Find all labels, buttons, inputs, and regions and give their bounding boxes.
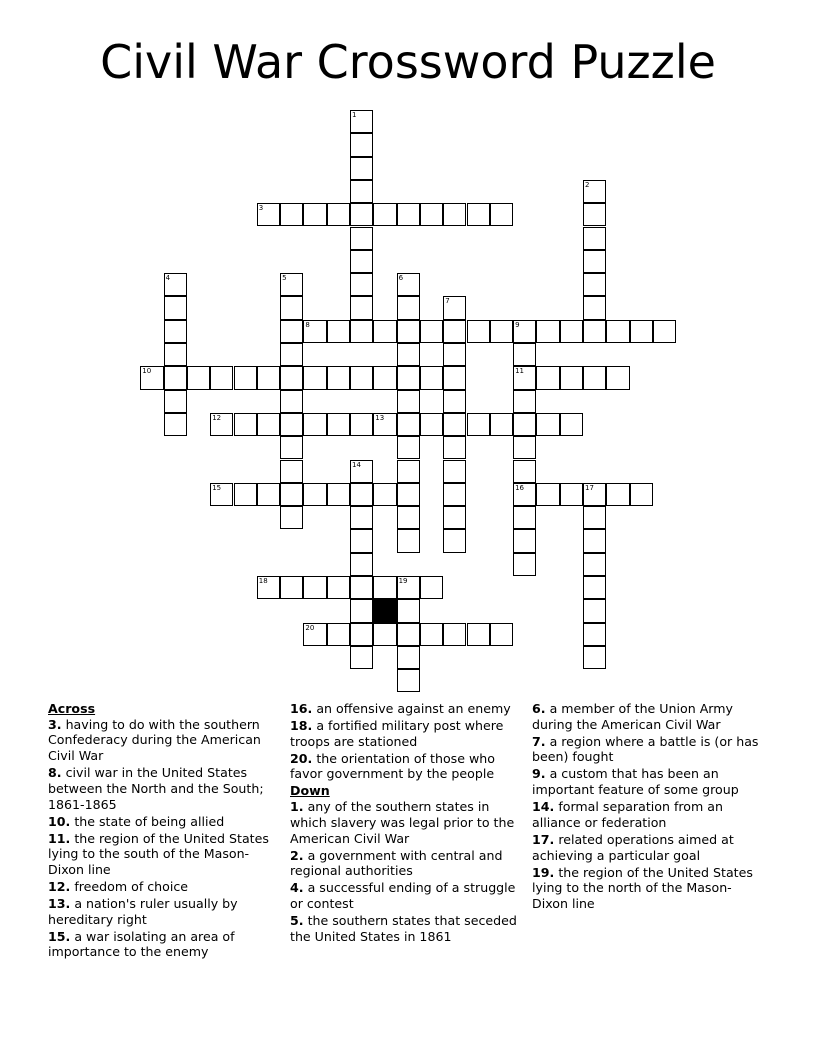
grid-cell[interactable] — [327, 483, 350, 506]
clue-text: the region of the United States lying to the north of the Mason-Dixon line — [532, 864, 753, 911]
grid-cell[interactable] — [303, 366, 326, 389]
clue-number-label: 8. — [48, 765, 62, 781]
grid-cell[interactable] — [630, 320, 653, 343]
grid-cell[interactable] — [397, 623, 420, 646]
grid-cell[interactable] — [443, 506, 466, 529]
clue-number: 7 — [445, 297, 450, 306]
grid-cell[interactable] — [397, 343, 420, 366]
grid-cell[interactable] — [490, 413, 513, 436]
grid-cell[interactable] — [164, 366, 187, 389]
clue-text: civil war in the United States between the North and the South; 1861-1865 — [48, 765, 264, 812]
clue-number: 17 — [585, 483, 594, 492]
across-heading: Across — [48, 701, 96, 716]
grid-cell[interactable] — [397, 506, 420, 529]
clue-number-label: 3. — [48, 716, 62, 732]
grid-cell[interactable] — [443, 390, 466, 413]
grid-cell[interactable] — [234, 483, 257, 506]
grid-cell[interactable] — [350, 553, 373, 576]
grid-cell[interactable] — [397, 273, 420, 296]
clue-item — [48, 765, 280, 812]
clue-number: 2 — [585, 180, 590, 189]
clue-item — [290, 880, 522, 911]
clue-number-label: 15. — [48, 928, 71, 944]
grid-cell[interactable] — [164, 320, 187, 343]
grid-cell[interactable] — [164, 296, 187, 319]
grid-cell[interactable] — [583, 646, 606, 669]
grid-cell[interactable] — [350, 529, 373, 552]
grid-cell[interactable] — [583, 529, 606, 552]
grid-cell[interactable] — [583, 320, 606, 343]
grid-cell[interactable] — [210, 413, 233, 436]
clue-text: a successful ending of a struggle or contest — [290, 880, 516, 911]
clue-number: 16 — [515, 483, 525, 492]
black-cell — [373, 599, 396, 622]
grid-cell[interactable] — [536, 320, 559, 343]
clue-text: the state of being allied — [70, 813, 225, 829]
grid-cell[interactable] — [280, 203, 303, 226]
clue-text: the region of the United States lying to the south of the Mason-Dixon line — [48, 830, 269, 877]
clue-number-label: 7. — [532, 733, 546, 749]
clue-item — [532, 865, 764, 912]
grid-cell[interactable] — [513, 436, 536, 459]
clue-column-3 — [532, 701, 764, 913]
grid-cell[interactable] — [536, 483, 559, 506]
clue-text: having to do with the southern Confederacy during the American Civil War — [48, 716, 261, 764]
grid-cell[interactable] — [560, 320, 583, 343]
grid-cell[interactable] — [490, 623, 513, 646]
grid-cell[interactable] — [443, 203, 466, 226]
grid-cell[interactable] — [513, 390, 536, 413]
down-heading: Down — [290, 783, 330, 799]
clue-item — [48, 929, 280, 960]
grid-cell[interactable] — [350, 296, 373, 319]
grid-cell[interactable] — [350, 366, 373, 389]
clue-text: a nation's ruler usually by hereditary right — [48, 895, 238, 927]
clue-item — [48, 896, 280, 927]
grid-cell[interactable] — [583, 273, 606, 296]
grid-cell[interactable] — [443, 483, 466, 506]
page-title: Civil War Crossword Puzzle — [100, 35, 716, 89]
grid-cell[interactable] — [350, 599, 373, 622]
grid-cell[interactable] — [490, 320, 513, 343]
grid-cell[interactable] — [630, 483, 653, 506]
grid-cell[interactable] — [350, 623, 373, 646]
grid-cell[interactable] — [350, 460, 373, 483]
clue-number: 9 — [515, 320, 520, 329]
grid-cell[interactable] — [397, 599, 420, 622]
grid-cell[interactable] — [606, 320, 629, 343]
clue-number: 15 — [212, 483, 222, 492]
grid-cell[interactable] — [443, 413, 466, 436]
grid-cell[interactable] — [373, 203, 396, 226]
clue-number-label: 17. — [532, 831, 555, 847]
grid-cell[interactable] — [350, 250, 373, 273]
grid-cell[interactable] — [373, 366, 396, 389]
grid-cell[interactable] — [420, 623, 443, 646]
clue-item — [48, 717, 280, 764]
clue-item — [290, 751, 522, 782]
clue-number-label: 2. — [290, 847, 304, 863]
grid-cell[interactable] — [583, 227, 606, 250]
clue-item — [48, 879, 280, 895]
grid-cell[interactable] — [280, 413, 303, 436]
clue-item — [532, 799, 764, 830]
grid-cell[interactable] — [257, 413, 280, 436]
clue-number-label: 5. — [290, 912, 304, 928]
grid-cell[interactable] — [350, 646, 373, 669]
grid-cell[interactable] — [280, 273, 303, 296]
clue-item — [290, 701, 522, 717]
grid-cell[interactable] — [257, 203, 280, 226]
grid-cell[interactable] — [350, 483, 373, 506]
grid-cell[interactable] — [164, 390, 187, 413]
grid-cell[interactable] — [653, 320, 676, 343]
grid-cell[interactable] — [467, 320, 490, 343]
clue-column-1 — [48, 701, 280, 961]
clue-number: 18 — [258, 577, 268, 585]
clue-item — [290, 913, 522, 944]
grid-cell[interactable] — [490, 203, 513, 226]
clue-text: freedom of choice — [70, 878, 189, 894]
clue-number: 11 — [515, 367, 525, 376]
grid-cell[interactable] — [373, 413, 396, 436]
clue-text: related operations aimed at achieving a particular goal — [532, 831, 734, 863]
clue-item — [48, 831, 280, 878]
grid-cell[interactable] — [280, 296, 303, 319]
clue-text: a custom that has been an important feature of some group — [532, 766, 739, 798]
grid-cell[interactable] — [443, 343, 466, 366]
grid-cell[interactable] — [513, 506, 536, 529]
grid-cell[interactable] — [280, 436, 303, 459]
grid-cell[interactable] — [327, 203, 350, 226]
clue-number-label: 10. — [48, 813, 71, 829]
grid-cell[interactable] — [583, 180, 606, 203]
grid-cell[interactable] — [350, 227, 373, 250]
grid-cell[interactable] — [280, 460, 303, 483]
grid-cell[interactable] — [327, 623, 350, 646]
grid-cell[interactable] — [303, 320, 326, 343]
grid-cell[interactable] — [443, 296, 466, 319]
clue-number-label: 4. — [290, 880, 304, 896]
clue-number: 14 — [352, 460, 361, 469]
grid-cell[interactable] — [373, 623, 396, 646]
clue-number: 4 — [165, 274, 171, 283]
grid-cell[interactable] — [560, 366, 583, 389]
clue-number-label: 13. — [48, 895, 71, 911]
grid-cell[interactable] — [420, 413, 443, 436]
grid-cell[interactable] — [513, 460, 536, 483]
grid-cell[interactable] — [513, 413, 536, 436]
grid-cell[interactable] — [327, 320, 350, 343]
grid-cell[interactable] — [513, 553, 536, 576]
grid-cell[interactable] — [280, 390, 303, 413]
clue-number-label: 16. — [290, 701, 313, 716]
grid-cell[interactable] — [583, 203, 606, 226]
clue-text: a member of the Union Army during the American Civil War — [532, 701, 733, 732]
grid-cell[interactable] — [583, 553, 606, 576]
grid-cell[interactable] — [467, 413, 490, 436]
grid-cell[interactable] — [350, 133, 373, 156]
clue-number: 6 — [398, 274, 404, 283]
clue-text: a government with central and regional authorities — [290, 847, 503, 879]
clue-item — [532, 701, 764, 732]
grid-cell[interactable] — [327, 576, 350, 599]
grid-cell[interactable] — [257, 366, 280, 389]
grid-cell[interactable] — [373, 483, 396, 506]
grid-cell[interactable] — [513, 529, 536, 552]
clue-item — [290, 799, 522, 846]
grid-cell[interactable] — [560, 413, 583, 436]
grid-cell[interactable] — [420, 203, 443, 226]
grid-cell[interactable] — [583, 506, 606, 529]
grid-cell[interactable] — [350, 110, 373, 133]
clue-number-label: 9. — [532, 766, 546, 782]
grid-cell[interactable] — [397, 669, 420, 692]
grid-cell[interactable] — [303, 623, 326, 646]
grid-cell[interactable] — [257, 576, 280, 599]
grid-cell[interactable] — [467, 623, 490, 646]
clue-number: 8 — [305, 320, 310, 329]
clue-number: 12 — [212, 413, 222, 422]
grid-cell[interactable] — [234, 413, 257, 436]
clue-text: the southern states that seceded the United States in 1861 — [290, 912, 517, 944]
grid-cell[interactable] — [397, 390, 420, 413]
grid-cell[interactable] — [397, 529, 420, 552]
clue-text: an offensive against an enemy — [312, 701, 511, 716]
clue-column-2 — [290, 701, 522, 946]
grid-cell[interactable] — [560, 483, 583, 506]
clue-item — [48, 814, 280, 830]
clue-number: 19 — [398, 577, 408, 585]
grid-cell[interactable] — [443, 460, 466, 483]
clue-text: a fortified military post where troops are stationed — [290, 718, 504, 749]
grid-cell[interactable] — [187, 366, 210, 389]
grid-cell[interactable] — [164, 273, 187, 296]
grid-cell[interactable] — [303, 483, 326, 506]
grid-cell[interactable] — [513, 483, 536, 506]
clue-text: formal separation from an alliance or federation — [532, 799, 723, 830]
grid-cell[interactable] — [280, 506, 303, 529]
grid-cell[interactable] — [443, 529, 466, 552]
grid-cell[interactable] — [327, 413, 350, 436]
clue-number: 1 — [352, 111, 357, 119]
grid-cell[interactable] — [397, 646, 420, 669]
grid-cell[interactable] — [234, 366, 257, 389]
grid-cell[interactable] — [280, 366, 303, 389]
grid-cell[interactable] — [583, 623, 606, 646]
grid-cell[interactable] — [397, 483, 420, 506]
grid-cell[interactable] — [397, 460, 420, 483]
grid-cell[interactable] — [327, 366, 350, 389]
grid-cell[interactable] — [420, 366, 443, 389]
clue-number: 10 — [142, 367, 152, 376]
grid-cell[interactable] — [513, 343, 536, 366]
grid-cell[interactable] — [164, 413, 187, 436]
grid-cell[interactable] — [397, 320, 420, 343]
grid-cell[interactable] — [443, 320, 466, 343]
grid-cell[interactable] — [350, 157, 373, 180]
grid-cell[interactable] — [164, 343, 187, 366]
clue-item — [290, 848, 522, 879]
clue-item — [532, 832, 764, 863]
grid-cell[interactable] — [257, 483, 280, 506]
grid-cell[interactable] — [583, 599, 606, 622]
clue-item — [532, 734, 764, 765]
grid-cell[interactable] — [373, 576, 396, 599]
grid-cell[interactable] — [350, 180, 373, 203]
clue-number-label: 12. — [48, 878, 71, 894]
grid-cell[interactable] — [443, 623, 466, 646]
grid-cell[interactable] — [467, 203, 490, 226]
grid-cell[interactable] — [397, 366, 420, 389]
clue-number-label: 11. — [48, 830, 71, 846]
grid-cell[interactable] — [373, 320, 396, 343]
clue-text: a war isolating an area of importance to the enemy — [48, 928, 235, 960]
grid-cell[interactable] — [443, 366, 466, 389]
clue-item — [532, 766, 764, 797]
grid-cell[interactable] — [350, 320, 373, 343]
clue-text: a region where a battle is (or has been) fought — [532, 733, 759, 765]
clue-number: 3 — [258, 204, 264, 213]
grid-cell[interactable] — [583, 296, 606, 319]
grid-cell[interactable] — [303, 413, 326, 436]
clue-number-label: 19. — [532, 864, 555, 880]
grid-cell[interactable] — [443, 436, 466, 459]
grid-cell[interactable] — [210, 366, 233, 389]
grid-cell[interactable] — [350, 203, 373, 226]
clue-number: 20 — [305, 623, 315, 632]
clue-text: any of the southern states in which slavery was legal prior to the American Civil War — [290, 799, 515, 846]
grid-cell[interactable] — [583, 366, 606, 389]
clue-number-label: 14. — [532, 799, 555, 815]
grid-cell[interactable] — [583, 483, 606, 506]
grid-cell[interactable] — [397, 413, 420, 436]
grid-cell[interactable] — [350, 576, 373, 599]
grid-cell[interactable] — [397, 203, 420, 226]
clue-number-label: 18. — [290, 718, 313, 733]
grid-cell[interactable] — [397, 296, 420, 319]
grid-cell[interactable] — [420, 576, 443, 599]
grid-cell[interactable] — [280, 343, 303, 366]
grid-cell[interactable] — [280, 483, 303, 506]
grid-cell[interactable] — [140, 366, 163, 389]
grid-cell[interactable] — [583, 250, 606, 273]
grid-cell[interactable] — [397, 576, 420, 599]
grid-cell[interactable] — [350, 413, 373, 436]
clue-number: 5 — [282, 274, 287, 283]
grid-cell[interactable] — [606, 483, 629, 506]
grid-cell[interactable] — [513, 366, 536, 389]
grid-cell[interactable] — [536, 413, 559, 436]
grid-cell[interactable] — [280, 576, 303, 599]
clue-number: 13 — [375, 413, 385, 422]
clue-number-label: 6. — [532, 701, 546, 716]
grid-cell[interactable] — [513, 320, 536, 343]
grid-cell[interactable] — [210, 483, 233, 506]
clue-number-label: 20. — [290, 750, 313, 766]
grid-cell[interactable] — [350, 506, 373, 529]
grid-cell[interactable] — [280, 320, 303, 343]
clue-text: the orientation of those who favor government by the people — [290, 750, 495, 782]
clue-number-label: 1. — [290, 799, 304, 815]
clue-item — [290, 718, 522, 749]
grid-cell[interactable] — [303, 576, 326, 599]
grid-cell[interactable] — [397, 436, 420, 459]
grid-cell[interactable] — [350, 273, 373, 296]
grid-cell[interactable] — [606, 366, 629, 389]
grid-cell[interactable] — [303, 203, 326, 226]
grid-cell[interactable] — [583, 576, 606, 599]
grid-cell[interactable] — [536, 366, 559, 389]
grid-cell[interactable] — [420, 320, 443, 343]
